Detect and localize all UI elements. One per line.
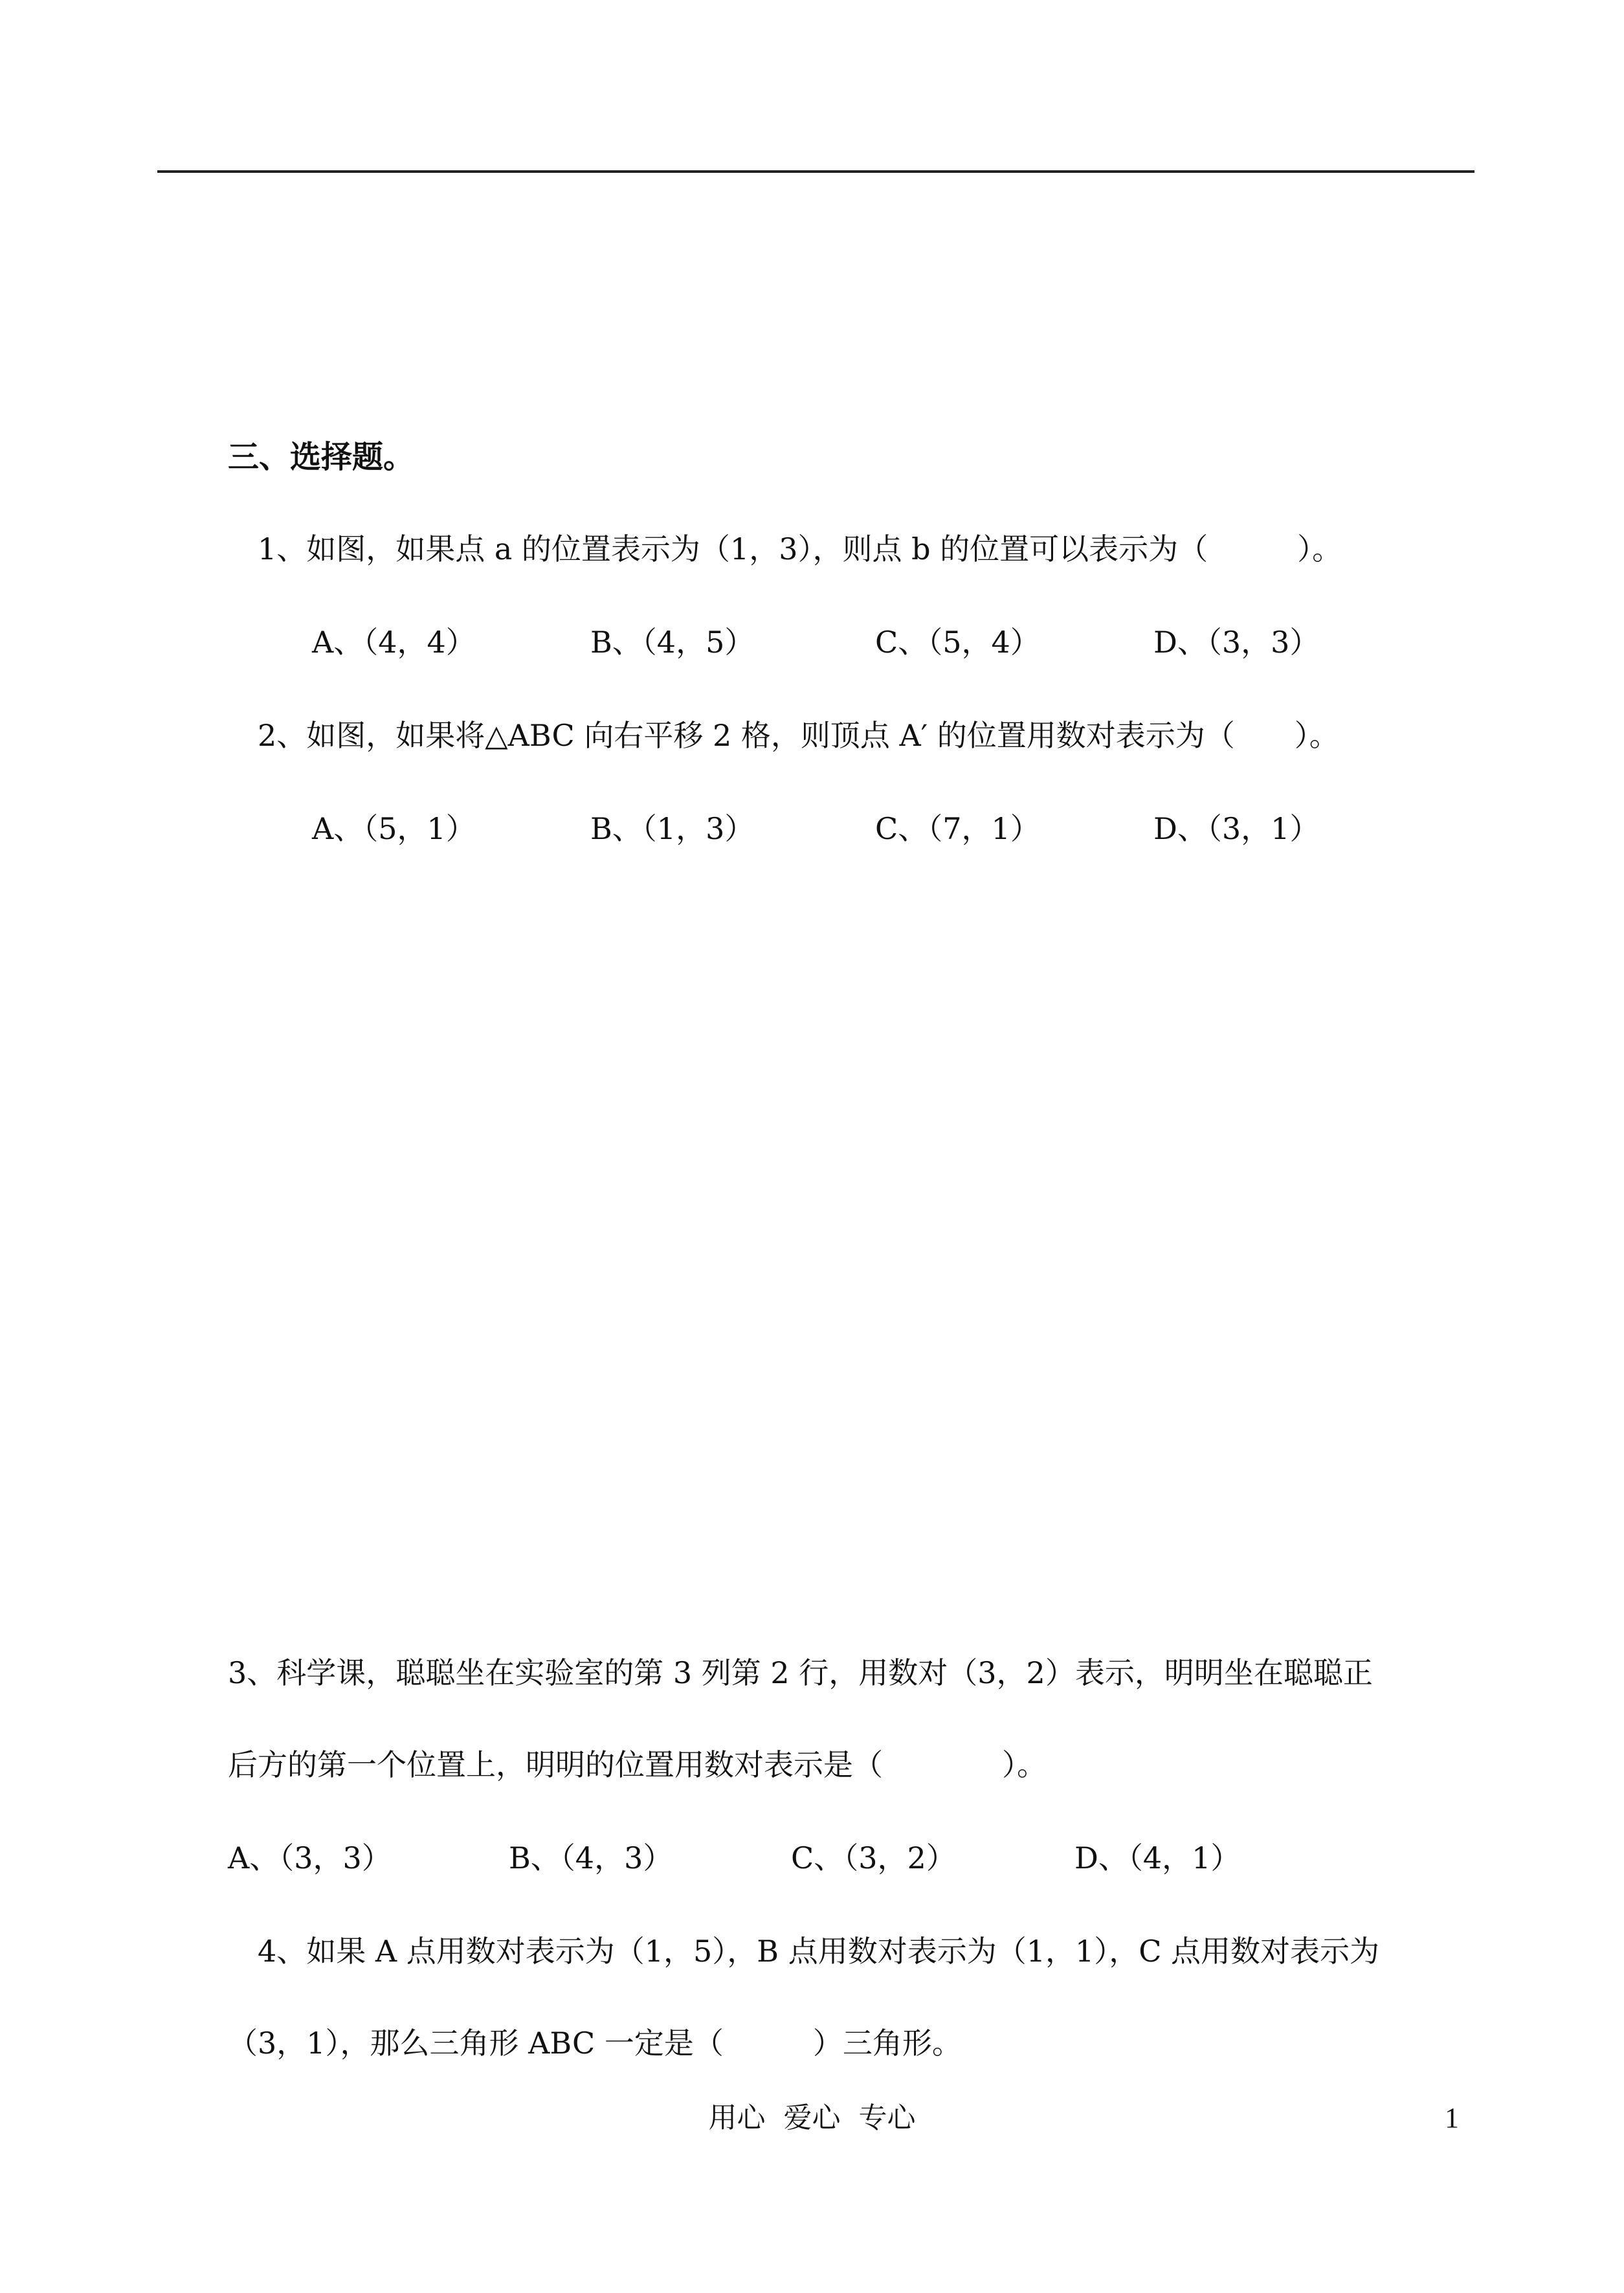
question-3-text-line-1: 3、科学课，聪聪坐在实验室的第 3 列第 2 行，用数对（3，2）表示，明明坐在聪聪正: [228, 1655, 1373, 1690]
question-2-option-b: B、（1，3）: [590, 811, 755, 846]
question-1-option-a: A、（4，4）: [312, 625, 476, 660]
footer-motto: 用心 爱心 专心: [708, 2101, 916, 2134]
question-1-option-d: D、（3，3）: [1153, 625, 1320, 660]
page-number: 1: [1445, 2102, 1459, 2134]
question-3-option-a: A、（3，3）: [228, 1840, 392, 1875]
question-4-text-line-2: （3，1），那么三角形 ABC 一定是（ ）三角形。: [228, 2026, 962, 2061]
question-3-option-b: B、（4，3）: [509, 1840, 673, 1875]
question-4-text-line-1: 4、如果 A 点用数对表示为（1，5），B 点用数对表示为（1，1），C 点用数对表示为: [258, 1934, 1380, 1969]
question-2-option-a: A、（5，1）: [312, 811, 476, 846]
question-3-option-c: C、（3，2）: [791, 1840, 956, 1875]
question-2-option-c: C、（7，1）: [875, 811, 1040, 846]
question-2-option-d: D、（3，1）: [1153, 811, 1320, 846]
question-3-option-d: D、（4，1）: [1074, 1840, 1241, 1875]
question-3-text-line-2: 后方的第一个位置上，明明的位置用数对表示是（ ）。: [228, 1747, 1047, 1782]
header-rule: [157, 170, 1474, 173]
section-title: 三、选择题。: [228, 439, 415, 475]
question-1-option-c: C、（5，4）: [875, 625, 1040, 660]
question-1-option-b: B、（4，5）: [590, 625, 755, 660]
question-1-text: 1、如图，如果点 a 的位置表示为（1，3），则点 b 的位置可以表示为（ ）。: [258, 531, 1342, 566]
question-2-text: 2、如图，如果将△ABC 向右平移 2 格，则顶点 A′ 的位置用数对表示为（ ）。: [258, 718, 1339, 753]
